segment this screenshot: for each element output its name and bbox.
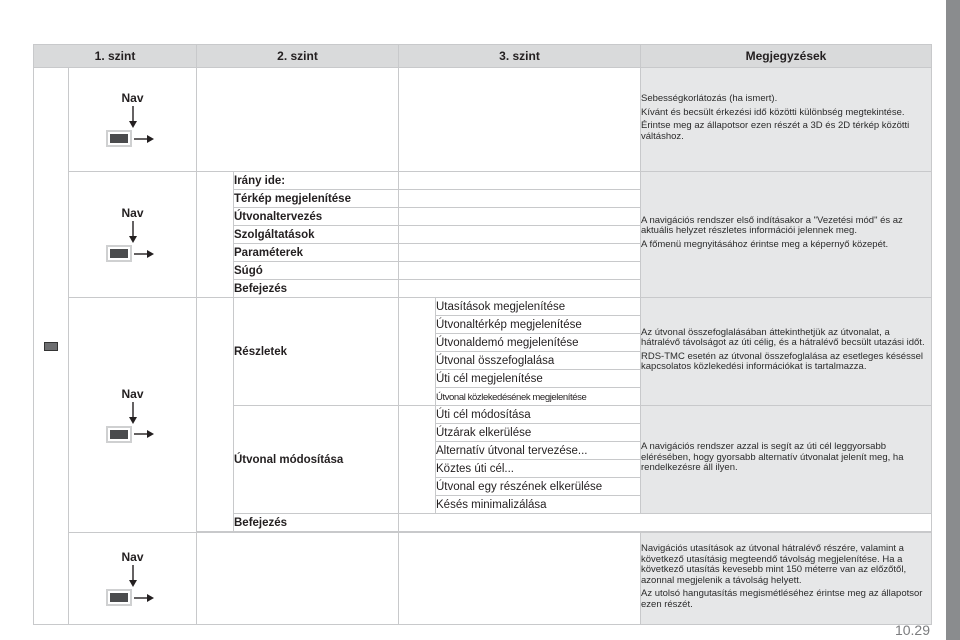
mode-button-icon [41,336,61,356]
route-modify-item[interactable]: Útvonal módosítása [234,406,399,514]
arrow-down-icon [128,106,138,128]
level1-cell [34,68,69,625]
note-cell: Navigációs utasítások az útvonal hátralévő részére, valamint a következő utasításig megteendő távolság megjelenítése. Ha a következő utasítás kevesebb mint 150 méterre van az előzőtől, azonnal megjelenik a távolság helyett. Az utolsó hangutasítás megismétléséhez érintse meg az állapotsor ezen részét. [641,533,932,625]
arrow-down-icon [128,565,138,587]
arrow-down-icon [128,221,138,243]
submenu-item[interactable]: Alternatív útvonal tervezése... [436,442,641,460]
table-row [34,172,932,190]
submenu-item[interactable]: Köztes úti cél... [436,460,641,478]
submenu-item[interactable]: Útvonaltérkép megjelenítése [436,316,641,334]
nav-cell [69,68,197,172]
nav-label: Nav [121,91,144,105]
navigation-menu-table [33,44,932,625]
header-level3: 3. szint [399,45,641,68]
submenu-item[interactable]: Útvonal összefoglalása [436,352,641,370]
note-cell: A navigációs rendszer azzal is segít az úti cél leggyorsabb elérésében, hogy gyorsabb alternatív útvonalat jelenít meg, ha rendelkezésre áll ilyen. [641,406,932,514]
submenu-item[interactable]: Úti cél megjelenítése [436,370,641,388]
screen-button-icon [106,245,132,262]
header-row [34,45,932,68]
menu-item[interactable]: Befejezés [234,280,399,298]
header-level2: 2. szint [197,45,399,68]
nav-label: Nav [121,550,144,564]
note-cell: Az útvonal összefoglalásában áttekinthetjük az útvonalat, a hátralévő távolságot az úti célig, és a hátralévő becsült utazási időt. RDS-TMC esetén az útvonal összefoglalása az esetleges késéssel kapcsolatos közlekedési információkat is tartalmazza. [641,298,932,406]
finish-item[interactable]: Befejezés [234,514,399,532]
table-row [34,298,932,316]
menu-item[interactable]: Szolgáltatások [234,226,399,244]
screen-button-icon [106,130,132,147]
arrow-down-icon [128,402,138,424]
header-notes: Megjegyzések [641,45,932,68]
page-edge-bar [946,0,960,640]
menu-item[interactable]: Súgó [234,262,399,280]
arrow-right-icon [132,249,154,259]
table-row [34,68,932,172]
screen-button-icon [106,426,132,443]
page-number: 10.29 [894,622,930,638]
submenu-item[interactable]: Útvonal közlekedésének megjelenítése [436,388,641,406]
menu-item[interactable]: Irány ide: [234,172,399,190]
submenu-item[interactable]: Úti cél módosítása [436,406,641,424]
note-cell: A navigációs rendszer első indításakor a "Vezetési mód" és az aktuális helyzet részletes információi jelennek meg. A főmenü megnyitásához érintse meg a képernyő közepét. [641,172,932,298]
note-cell: Sebességkorlátozás (ha ismert). Kívánt és becsült érkezési idő közötti különbség megtekintése. Érintse meg az állapotsor ezen részét a 3D és 2D térkép közötti váltáshoz. [641,68,932,172]
details-item[interactable]: Részletek [234,298,399,406]
submenu-item[interactable]: Késés minimalizálása [436,496,641,514]
header-level1: 1. szint [34,45,197,68]
nav-cell [69,172,197,298]
nav-cell [69,533,197,625]
submenu-item[interactable]: Utasítások megjelenítése [436,298,641,316]
screen-button-icon [106,589,132,606]
nav-cell [69,298,197,533]
submenu-item[interactable]: Útvonaldemó megjelenítése [436,334,641,352]
submenu-item[interactable]: Útzárak elkerülése [436,424,641,442]
nav-label: Nav [121,206,144,220]
submenu-item[interactable]: Útvonal egy részének elkerülése [436,478,641,496]
menu-item[interactable]: Paraméterek [234,244,399,262]
menu-item[interactable]: Útvonaltervezés [234,208,399,226]
arrow-right-icon [132,134,154,144]
arrow-right-icon [132,593,154,603]
menu-item[interactable]: Térkép megjelenítése [234,190,399,208]
arrow-right-icon [132,429,154,439]
nav-label: Nav [121,386,144,401]
table-row [34,533,932,625]
